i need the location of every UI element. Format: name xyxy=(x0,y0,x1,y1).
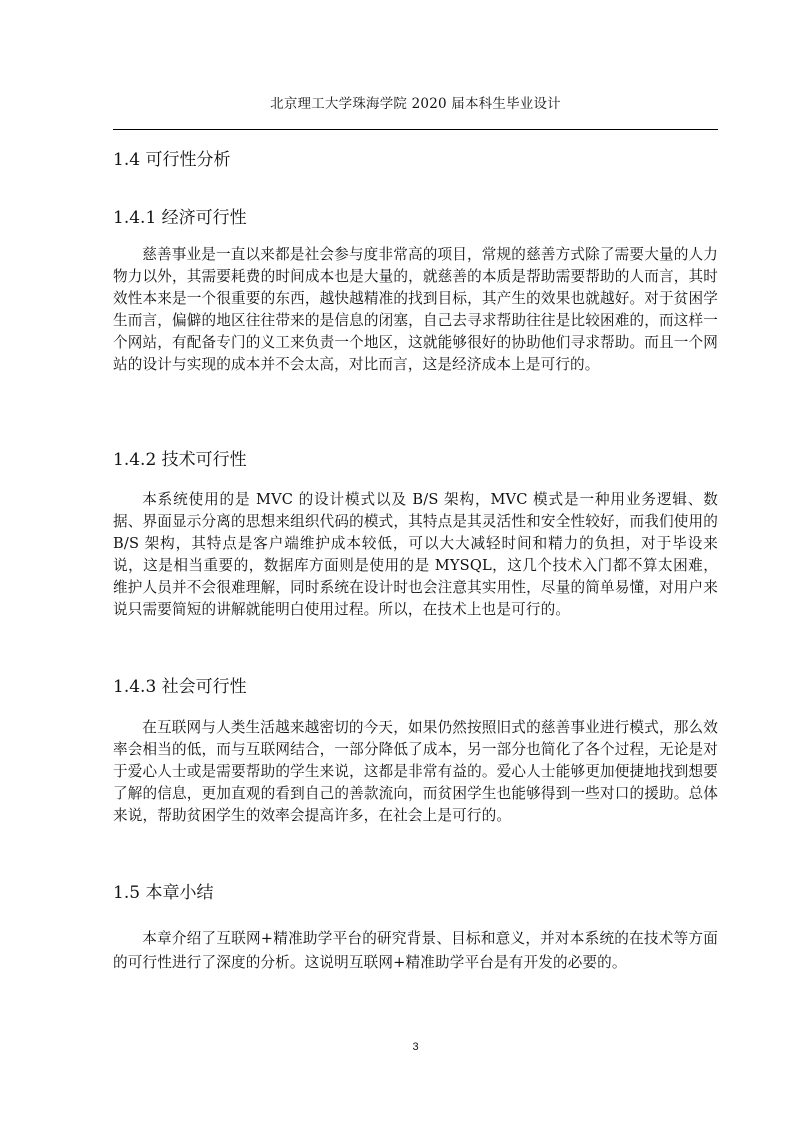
section-heading-1-5: 1.5 本章小结 xyxy=(113,883,214,903)
section-heading-1-4-1: 1.4.1 经济可行性 xyxy=(113,208,247,228)
section-heading-1-4-2: 1.4.2 技术可行性 xyxy=(113,450,247,470)
paragraph-economic-feasibility: 慈善事业是一直以来都是社会参与度非常高的项目，常规的慈善方式除了需要大量的人力物力以外，其需要耗费的时间成本也是大量的，就慈善的本质是帮助需要帮助的人而言，其时效性本来是一个很重要的东西，越快越精准的找到目标，其产生的效果也就越好。对于贫困学生而言，偏僻的地区往往带来的是信息的闭塞，自己去寻求帮助往往是比较困难的，而这样一个网站，有配备专门的义工来负责一个地区，这就能够很好的协助他们寻求帮助。而且一个网站的设计与实现的成本并不会太高，对比而言，这是经济成本上是可行的。 xyxy=(113,246,718,373)
section-heading-1-4: 1.4 可行性分析 xyxy=(113,150,231,170)
paragraph-technical-feasibility: 本系统使用的是 MVC 的设计模式以及 B/S 架构，MVC 模式是一种用业务逻辑、数据、界面显示分离的思想来组织代码的模式，其特点是其灵活性和安全性较好，而我们使用的 B/S 架构，其特点是客户端维护成本较低，可以大大减轻时间和精力的负担，对于毕设来说，这是相当重要的，数据库方面则是使用的是 MYSQL，这几个技术入门都不算太困难，维护人员并不会很难理解，同时系统在设计时也会注意其实用性，尽量的简单易懂，对用户来说只需要简短的讲解就能明白使用过程。所以，在技术上也是可行的。 xyxy=(113,491,718,618)
section-heading-1-4-3: 1.4.3 社会可行性 xyxy=(113,677,247,697)
page-header: 北京理工大学珠海学院 2020 届本科生毕业设计 xyxy=(270,96,561,112)
paragraph-chapter-summary: 本章介绍了互联网+精准助学平台的研究背景、目标和意义，并对本系统的在技术等方面的可行性进行了深度的分析。这说明互联网+精准助学平台是有开发的必要的。 xyxy=(113,930,718,971)
paragraph-social-feasibility: 在互联网与人类生活越来越密切的今天，如果仍然按照旧式的慈善事业进行模式，那么效率会相当的低，而与互联网结合，一部分降低了成本，另一部分也简化了各个过程，无论是对于爱心人士或是需要帮助的学生来说，这都是非常有益的。爱心人士能够更加便捷地找到想要了解的信息，更加直观的看到自己的善款流向，而贫困学生也能够得到一些对口的援助。总体来说，帮助贫困学生的效率会提高许多，在社会上是可行的。 xyxy=(113,719,718,824)
page-number: 3 xyxy=(412,1041,419,1053)
header-rule xyxy=(113,129,718,130)
